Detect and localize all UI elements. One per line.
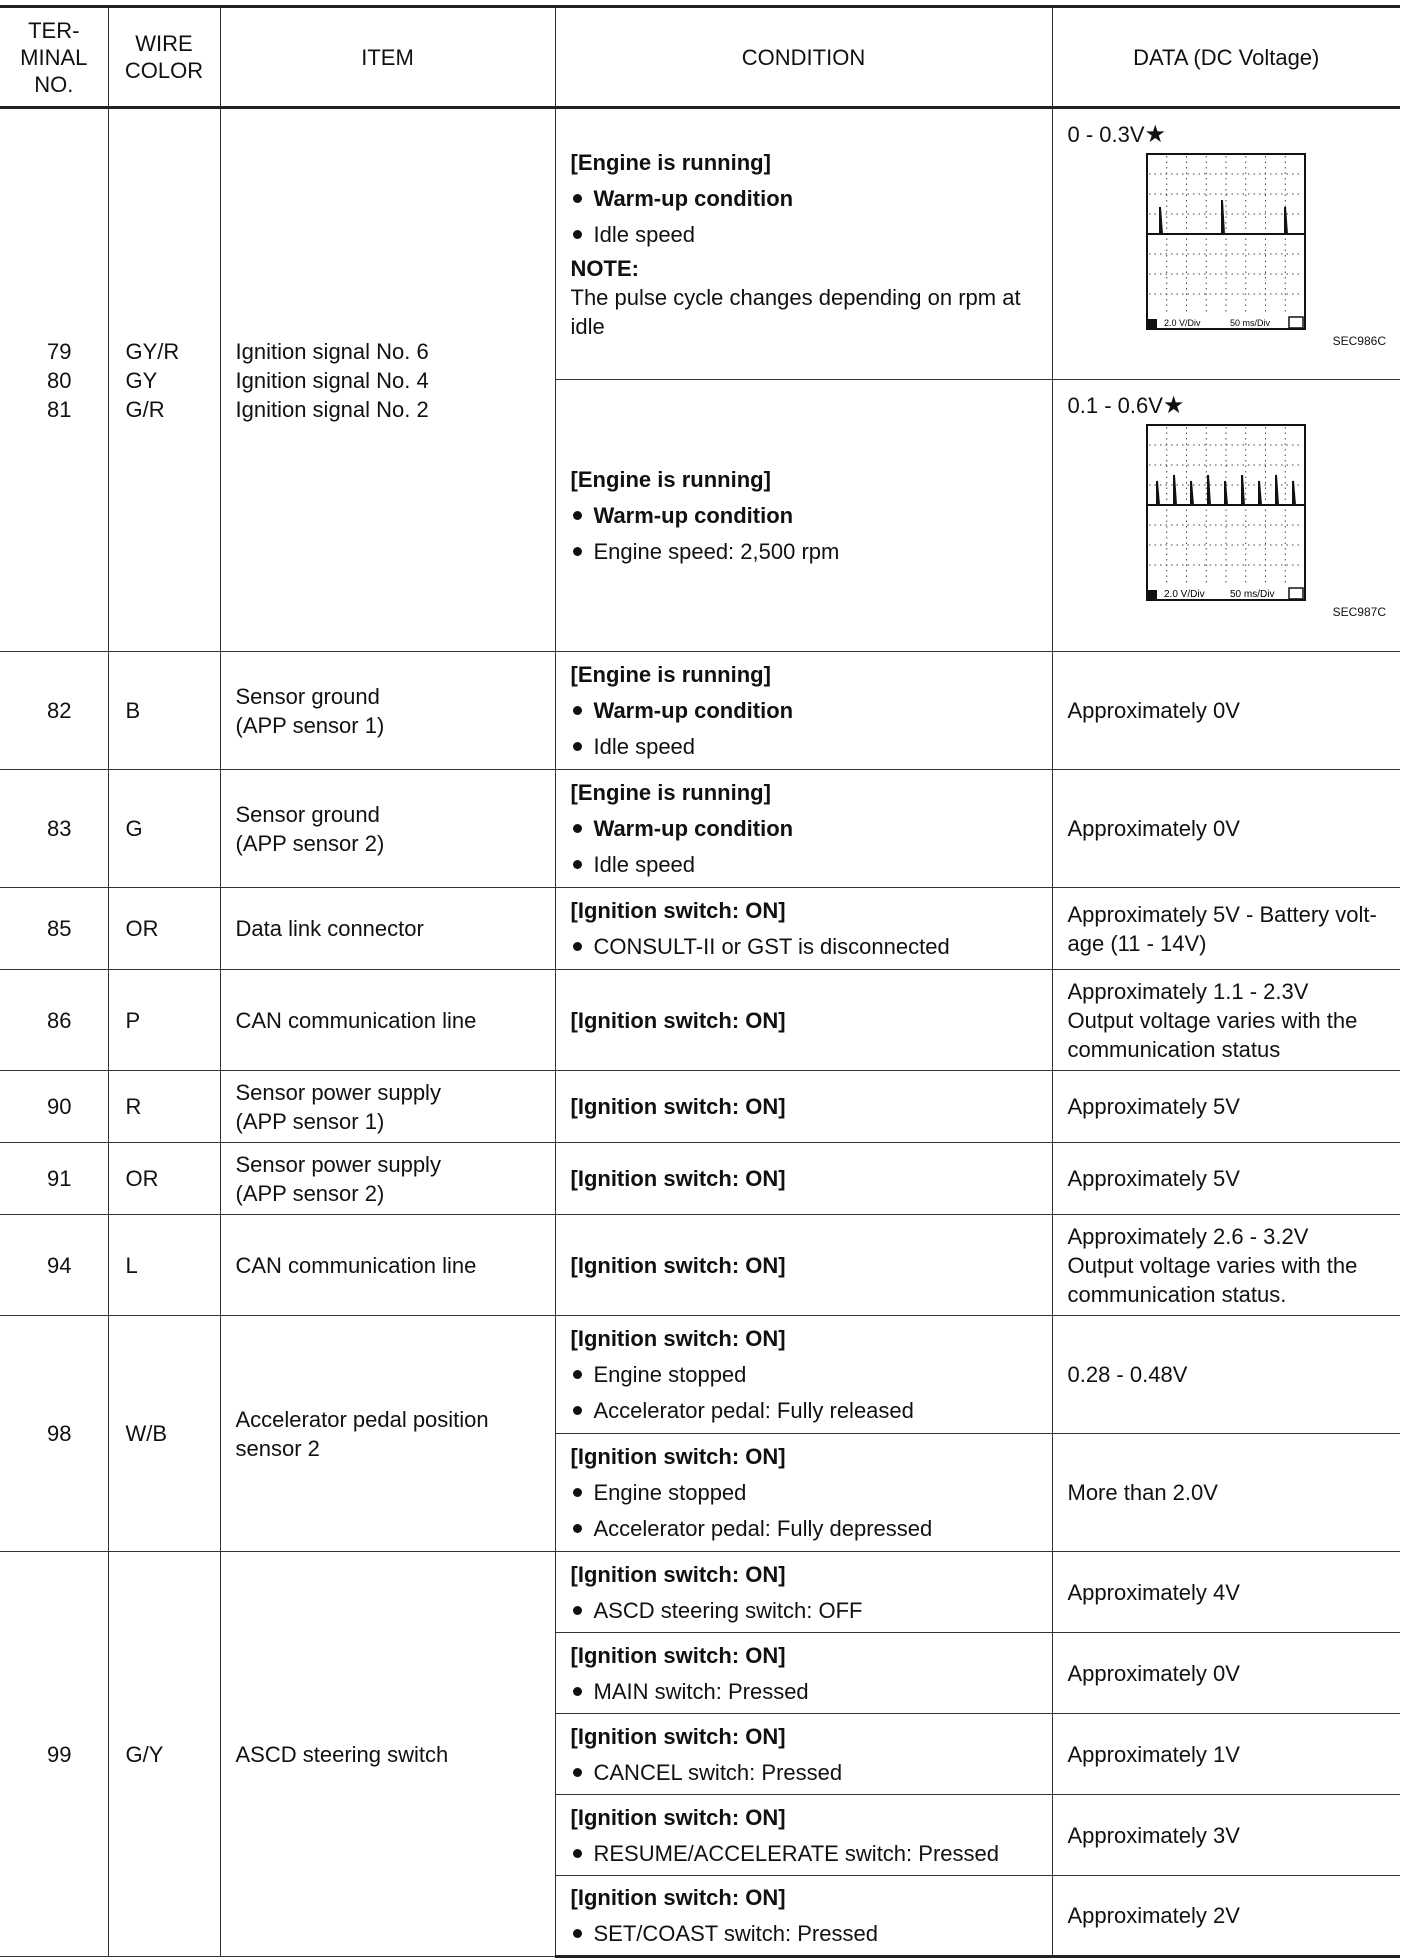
- data-value: Approximately 1V: [1052, 1714, 1400, 1795]
- wire-color: GY: [125, 367, 158, 393]
- data-line: communication status.: [1067, 1281, 1287, 1307]
- oscilloscope-waveform-sec986c: [1144, 152, 1309, 332]
- item-text: Data link connector: [220, 888, 555, 970]
- item-text: Sensor power supply: [235, 1079, 441, 1105]
- wire-color: P: [108, 970, 220, 1071]
- condition-heading: [Engine is running]: [570, 149, 771, 175]
- star-icon: ★: [1144, 121, 1167, 148]
- scope-marker-icon: [1148, 590, 1157, 599]
- table-row: [0, 1316, 1400, 1434]
- item-text: Ignition signal No. 6: [235, 338, 429, 364]
- scope-timediv-label: 50 ms/Div: [1229, 589, 1274, 600]
- terminal-no: 80: [47, 367, 72, 393]
- terminal-no: 86: [0, 970, 108, 1071]
- condition-heading: [Ignition switch: ON]: [570, 1166, 786, 1191]
- terminal-no: 94: [0, 1215, 108, 1316]
- table-row: [0, 652, 1400, 770]
- item-text: (APP sensor 2): [235, 830, 385, 856]
- wire-color-cell: [108, 108, 220, 652]
- item-cell: [220, 1071, 555, 1143]
- condition-bullet: ASCD steering switch: OFF: [571, 1596, 1046, 1625]
- data-line: Approximately 2.6 - 3.2V: [1067, 1223, 1309, 1249]
- data-value: [1052, 970, 1400, 1071]
- data-line: Output voltage varies with the: [1067, 1007, 1358, 1033]
- terminal-no: 85: [0, 888, 108, 970]
- condition-heading: [Ignition switch: ON]: [570, 1444, 786, 1469]
- condition-cell: [555, 1143, 1052, 1215]
- header-item: ITEM: [220, 7, 555, 108]
- scope-marker-icon: [1289, 317, 1303, 328]
- condition-heading: [Ignition switch: ON]: [570, 1252, 786, 1278]
- terminal-no: 90: [0, 1071, 108, 1143]
- condition-bullet: Accelerator pedal: Fully released: [571, 1396, 1046, 1425]
- condition-bullet: Warm-up condition: [571, 814, 1046, 843]
- item-text: sensor 2: [235, 1435, 320, 1461]
- terminal-no: 91: [0, 1143, 108, 1215]
- table-row: [0, 1552, 1400, 1633]
- header-wire-color: WIRE COLOR: [108, 7, 220, 108]
- wire-color: L: [108, 1215, 220, 1316]
- condition-cell: [555, 1795, 1052, 1876]
- condition-bullet: Warm-up condition: [571, 184, 1046, 213]
- data-value: Approximately 0V: [1052, 770, 1400, 888]
- wire-color: G/Y: [108, 1552, 220, 1957]
- header-condition: CONDITION: [555, 7, 1052, 108]
- condition-bullet: Idle speed: [571, 220, 1046, 249]
- condition-cell: [555, 380, 1052, 652]
- item-cell: [220, 770, 555, 888]
- data-line: communication status: [1067, 1036, 1281, 1062]
- data-value: Approximately 0V: [1052, 652, 1400, 770]
- item-text: Ignition signal No. 2: [235, 396, 429, 422]
- wire-color: G/R: [125, 396, 165, 422]
- condition-cell: [555, 888, 1052, 970]
- condition-heading: [Ignition switch: ON]: [570, 1326, 786, 1351]
- data-cell: [1052, 380, 1400, 652]
- data-line: Approximately 1.1 - 2.3V: [1067, 978, 1309, 1004]
- data-value: More than 2.0V: [1052, 1434, 1400, 1552]
- wire-color: R: [108, 1071, 220, 1143]
- table-row: [0, 770, 1400, 888]
- note-text: The pulse cycle changes depending on rpm at idle: [570, 284, 1021, 339]
- figure-code: SEC987C: [1332, 605, 1386, 619]
- ecm-terminal-table: [0, 5, 1400, 1958]
- condition-cell: [555, 1071, 1052, 1143]
- condition-heading: [Ignition switch: ON]: [570, 1885, 786, 1910]
- note: [571, 254, 1046, 341]
- condition-bullet: Warm-up condition: [571, 501, 1046, 530]
- terminal-no: 79: [47, 338, 72, 364]
- item-text: Sensor ground: [235, 801, 380, 827]
- data-value: Approximately 4V: [1052, 1552, 1400, 1633]
- condition-heading: [Engine is running]: [570, 662, 771, 687]
- terminal-no: 82: [0, 652, 108, 770]
- item-cell: [220, 108, 555, 652]
- condition-bullet: Engine speed: 2,500 rpm: [571, 537, 1046, 566]
- table-row: [0, 1143, 1400, 1215]
- table-row: [0, 1071, 1400, 1143]
- item-cell: [220, 1143, 555, 1215]
- item-cell: [220, 652, 555, 770]
- condition-cell: [555, 1316, 1052, 1434]
- table-row: [0, 888, 1400, 970]
- waveform-trace: [1147, 475, 1305, 505]
- terminal-no: 81: [47, 396, 72, 422]
- header-data: DATA (DC Voltage): [1052, 7, 1400, 108]
- data-value: 0 - 0.3V★: [1067, 121, 1167, 148]
- condition-heading: [Ignition switch: ON]: [570, 1561, 786, 1587]
- condition-heading: [Ignition switch: ON]: [570, 1723, 786, 1749]
- item-text: Sensor power supply: [235, 1151, 441, 1177]
- star-icon: ★: [1162, 392, 1185, 419]
- condition-heading: [Ignition switch: ON]: [570, 1007, 786, 1033]
- table-row: [0, 970, 1400, 1071]
- terminal-cell: [0, 108, 108, 652]
- condition-heading: [Ignition switch: ON]: [570, 1094, 786, 1119]
- condition-cell: [555, 1552, 1052, 1633]
- scope-vdiv-label: 2.0 V/Div: [1163, 318, 1201, 328]
- scope-timediv-label: 50 ms/Div: [1229, 318, 1270, 328]
- condition-bullet: Engine stopped: [571, 1360, 1046, 1389]
- condition-heading: [Ignition switch: ON]: [570, 898, 786, 923]
- condition-cell: [555, 1876, 1052, 1957]
- condition-bullet: Engine stopped: [571, 1478, 1046, 1507]
- condition-bullet: Accelerator pedal: Fully depressed: [571, 1514, 1046, 1543]
- scope-marker-icon: [1289, 588, 1303, 599]
- wire-color: G: [108, 770, 220, 888]
- header-terminal-no: TER- MINAL NO.: [0, 7, 108, 108]
- condition-cell: [555, 652, 1052, 770]
- data-value: Approximately 0V: [1052, 1633, 1400, 1714]
- data-line: age (11 - 14V): [1067, 930, 1207, 956]
- item-text: Ignition signal No. 4: [235, 367, 429, 393]
- item-text: (APP sensor 2): [235, 1180, 385, 1206]
- condition-bullet: Idle speed: [571, 850, 1046, 879]
- data-line: Approximately 5V - Battery volt-: [1067, 901, 1377, 927]
- condition-heading: [Engine is running]: [570, 780, 771, 805]
- terminal-no: 99: [0, 1552, 108, 1957]
- condition-cell: [555, 770, 1052, 888]
- item-text: Accelerator pedal position: [235, 1406, 489, 1432]
- condition-bullet: RESUME/ACCELERATE switch: Pressed: [571, 1839, 1046, 1868]
- condition-bullet: Idle speed: [571, 732, 1046, 761]
- wire-color: OR: [108, 1143, 220, 1215]
- data-value: Approximately 2V: [1052, 1876, 1400, 1957]
- header-row: [0, 7, 1400, 108]
- item-text: ASCD steering switch: [220, 1552, 555, 1957]
- condition-bullet: CONSULT-II or GST is disconnected: [571, 932, 1046, 961]
- condition-heading: [Ignition switch: ON]: [570, 1804, 786, 1830]
- wire-color: W/B: [108, 1316, 220, 1552]
- condition-cell: [555, 1714, 1052, 1795]
- data-value: Approximately 5V: [1052, 1143, 1400, 1215]
- terminal-no: 98: [0, 1316, 108, 1552]
- terminal-no: 83: [0, 770, 108, 888]
- data-line: Output voltage varies with the: [1067, 1252, 1358, 1278]
- table-row: [0, 1215, 1400, 1316]
- condition-bullet: SET/COAST switch: Pressed: [571, 1919, 1046, 1948]
- condition-cell: [555, 1633, 1052, 1714]
- data-value: Approximately 5V: [1052, 1071, 1400, 1143]
- item-cell: [220, 1316, 555, 1552]
- item-text: (APP sensor 1): [235, 1108, 385, 1134]
- figure-code: SEC986C: [1332, 334, 1386, 348]
- wire-color: GY/R: [125, 338, 180, 364]
- condition-heading: [Engine is running]: [570, 467, 771, 492]
- item-text: CAN communication line: [220, 1215, 555, 1316]
- condition-cell: [555, 1215, 1052, 1316]
- item-text: CAN communication line: [220, 970, 555, 1071]
- condition-cell: [555, 108, 1052, 380]
- data-value: 0.28 - 0.48V: [1052, 1316, 1400, 1434]
- scope-marker-icon: [1148, 319, 1157, 328]
- scope-vdiv-label: 2.0 V/Div: [1163, 589, 1205, 600]
- wire-color: B: [108, 652, 220, 770]
- data-value: 0.1 - 0.6V★: [1067, 392, 1185, 419]
- condition-heading: [Ignition switch: ON]: [570, 1642, 786, 1668]
- condition-cell: [555, 1434, 1052, 1552]
- item-text: Sensor ground: [235, 683, 380, 709]
- condition-cell: [555, 970, 1052, 1071]
- data-cell: [1052, 108, 1400, 380]
- item-text: (APP sensor 1): [235, 712, 385, 738]
- condition-bullet: CANCEL switch: Pressed: [571, 1758, 1046, 1787]
- data-value: [1052, 888, 1400, 970]
- data-value: Approximately 3V: [1052, 1795, 1400, 1876]
- data-value: [1052, 1215, 1400, 1316]
- table-row: [0, 108, 1400, 380]
- wire-color: OR: [108, 888, 220, 970]
- condition-bullet: MAIN switch: Pressed: [571, 1677, 1046, 1706]
- condition-bullet: Warm-up condition: [571, 696, 1046, 725]
- oscilloscope-waveform-sec987c: [1144, 423, 1309, 603]
- note-label: NOTE:: [570, 255, 639, 281]
